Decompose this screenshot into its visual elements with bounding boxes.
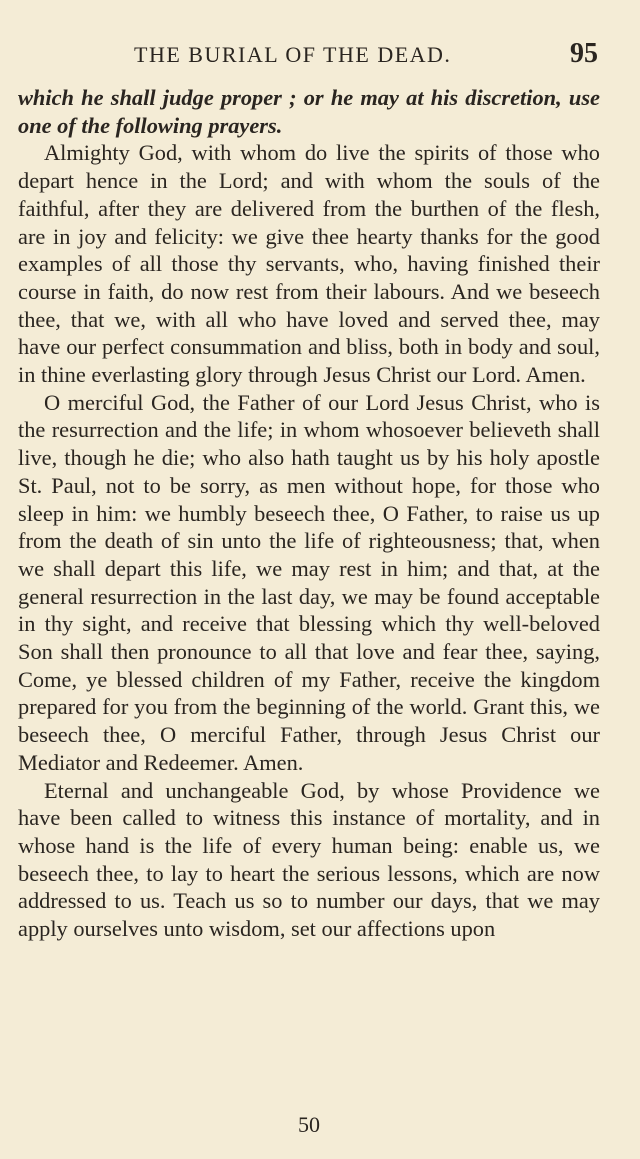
signature-mark: 50 bbox=[298, 1112, 320, 1137]
running-header bbox=[18, 40, 600, 70]
prayer-paragraph-2: O merciful God, the Father of our Lord Jesus Christ, who is the resurrection and the life; in whom whosoever believeth shall live, though he die; who also hath taught us by his holy apostle St. Paul, not to be sorry, as men without hope, for those who sleep in him: we humbly beseech thee, O Father, to raise us up from the death of sin unto the life of righteousness; that, when we shall depart this life, we may rest in him; and that, at the general resurrection in the last day, we may be found acceptable in thy sight, and receive that blessing which thy well-beloved Son shall then pronounce to all that love and fear thee, saying, Come, ye blessed children of my Father, receive the kingdom prepared for you from the beginning of the world. Grant this, we beseech thee, O merciful Father, through Jesus Christ our Mediator and Redeemer. Amen. bbox=[18, 389, 600, 775]
book-page bbox=[18, 0, 600, 1159]
page-body bbox=[18, 84, 600, 943]
prayer-paragraph-1: Almighty God, with whom do live the spirits of those who depart hence in the Lord; and with whom the souls of the faithful, after they are delivered from the burthen of the flesh, are in joy and felicity: we give thee hearty thanks for the good examples of all those thy servants, who, having finished their course in faith, do now rest from their labours. And we beseech thee, that we, with all who have loved and served thee, may have our perfect consummation and bliss, both in body and soul, in thine everlasting glory through Jesus Christ our Lord. Amen. bbox=[18, 140, 600, 388]
prayer-paragraph-3: Eternal and unchangeable God, by whose Providence we have been called to witness this instance of mortality, and in whose hand is the life of every human being: enable us, we beseech thee, to lay to heart the serious lessons, which are now addressed to us. Teach us so to number our days, that we may apply ourselves unto wisdom, set our affections upon bbox=[18, 777, 600, 942]
rubric-instruction: which he shall judge proper ; or he may at his discretion, use one of the following prayers. bbox=[18, 85, 600, 138]
page-number: 95 bbox=[570, 38, 598, 69]
running-title: THE BURIAL OF THE DEAD. bbox=[134, 42, 452, 67]
